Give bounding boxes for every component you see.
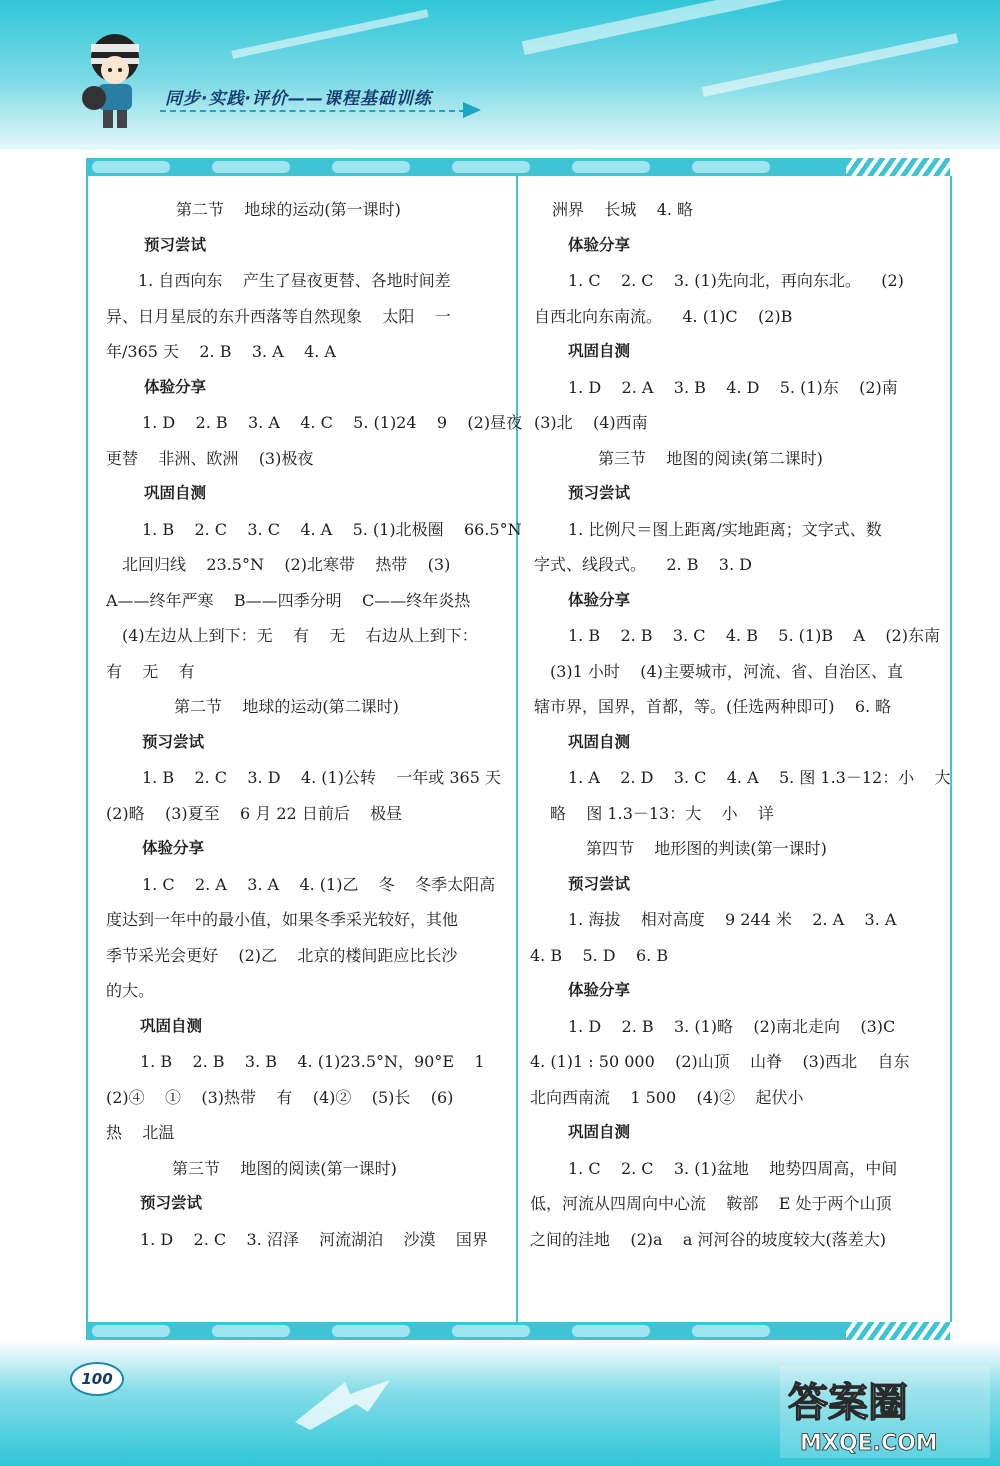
- subsection-heading: 体验分享: [142, 839, 205, 857]
- mascot-boy-icon: [70, 28, 160, 133]
- section-title: 第二节 地球的运动(第二课时): [174, 697, 399, 716]
- svg-text:MXQE.COM: MXQE.COM: [800, 1431, 938, 1456]
- answer-line: 1. D 2. B 3. A 4. C 5. (1)24 9 (2)昼夜: [142, 413, 523, 432]
- panel-bottom-strip: [86, 1322, 846, 1340]
- answer-line: 略 图 1.3－13：大 小 详: [550, 803, 774, 823]
- answer-line: 的大。: [106, 981, 155, 1000]
- answer-line: 洲界 长城 4. 略: [552, 200, 694, 219]
- section-title: 第三节 地图的阅读(第二课时): [598, 448, 823, 468]
- section-title: 第四节 地形图的判读(第一课时): [586, 839, 827, 858]
- subsection-heading: 巩固自测: [568, 1123, 631, 1141]
- answer-line: 1. B 2. B 3. B 4. (1)23.5°N，90°E 1: [140, 1052, 485, 1071]
- answer-line: 4. (1)1 : 50 000 (2)山顶 山脊 (3)西北 自东: [530, 1052, 910, 1071]
- answer-line: (2)④ ① (3)热带 有 (4)② (5)长 (6): [106, 1087, 454, 1107]
- subsection-heading: 巩固自测: [144, 484, 207, 502]
- answer-line: 1. D 2. B 3. (1)略 (2)南北走向 (3)C: [568, 1016, 896, 1036]
- column-divider: [516, 176, 518, 1322]
- answer-line: 4. B 5. D 6. B: [530, 945, 669, 965]
- answer-line: 北向西南流 1 500 (4)② 起伏小: [530, 1087, 804, 1107]
- arrow-right-icon: [463, 102, 481, 118]
- subsection-heading: 预习尝试: [140, 1194, 203, 1212]
- subsection-heading: 体验分享: [568, 981, 631, 999]
- answer-line: 年/365 天 2. B 3. A 4. A: [106, 342, 336, 361]
- watermark-logo: [780, 1366, 990, 1458]
- subsection-heading: 巩固自测: [568, 342, 631, 360]
- answer-line: 1. C 2. A 3. A 4. (1)乙 冬 冬季太阳高: [142, 874, 496, 894]
- panel-top-strip: [86, 158, 846, 176]
- answer-line: 自西北向东南流。 4. (1)C (2)B: [534, 306, 793, 326]
- answer-line: 1. B 2. C 3. C 4. A 5. (1)北极圈 66.5°N: [142, 519, 522, 539]
- answer-line: (2)略 (3)夏至 6 月 22 日前后 极昼: [106, 803, 403, 823]
- answer-line: 1. 自西向东 产生了昼夜更替、各地时间差: [138, 271, 451, 290]
- answer-line: (3)北 (4)西南: [534, 413, 648, 432]
- answer-line: A——终年严寒 B——四季分明 C——终年炎热: [106, 590, 471, 610]
- page-number: 100: [70, 1362, 124, 1396]
- subsection-heading: 体验分享: [144, 377, 207, 396]
- section-title: 第二节 地球的运动(第一课时): [176, 200, 401, 219]
- answer-line: 更替 非洲、欧洲 (3)极夜: [106, 448, 314, 468]
- answer-line: (4)左边从上到下：无 有 无 右边从上到下：: [122, 626, 478, 645]
- answer-line: (3)1 小时 (4)主要城市，河流、省、自治区、直: [550, 661, 903, 681]
- answer-line: 低，河流从四周向中心流 鞍部 E 处于两个山顶: [530, 1194, 892, 1213]
- series-title: 同步·实践·评价——课程基础训练: [165, 89, 432, 109]
- answer-line: 热 北温: [106, 1123, 175, 1142]
- answer-line: 季节采光会更好 (2)乙 北京的楼间距应比长沙: [106, 945, 458, 965]
- subsection-heading: 预习尝试: [142, 732, 205, 751]
- answer-line: 辖市界，国界，首都，等。(任选两种即可) 6. 略: [534, 697, 892, 716]
- subsection-heading: 巩固自测: [140, 1016, 203, 1035]
- answer-line: 之间的洼地 (2)a a 河河谷的坡度较大(落差大): [530, 1229, 887, 1249]
- answer-line: 1. C 2. C 3. (1)先向北，再向东北。 (2): [568, 271, 904, 290]
- decorative-arrow-icon: [290, 1372, 400, 1432]
- answer-line: 1. D 2. C 3. 沼泽 河流湖泊 沙漠 国界: [140, 1229, 488, 1249]
- answer-line: 1. C 2. C 3. (1)盆地 地势四周高，中间: [568, 1158, 898, 1178]
- answer-line: 字式、线段式。 2. B 3. D: [534, 555, 752, 574]
- svg-text:答案圈: 答案圈: [788, 1380, 908, 1426]
- right-answer-column: [530, 192, 951, 1257]
- answer-line: 有 无 有: [106, 661, 195, 681]
- answer-line: 1. A 2. D 3. C 4. A 5. 图 1.3－12：小 大: [568, 768, 951, 787]
- answer-line: 1. B 2. C 3. D 4. (1)公转 一年或 365 天: [142, 768, 501, 787]
- subsection-heading: 预习尝试: [568, 484, 631, 502]
- answer-line: 异、日月星辰的东升西落等自然现象 太阳 一: [106, 306, 451, 326]
- header-dashed-rule: [160, 110, 465, 112]
- panel-bottom-stripes: [846, 1322, 950, 1340]
- subsection-heading: 体验分享: [568, 590, 631, 609]
- answer-line: 度达到一年中的最小值，如果冬季采光较好，其他: [106, 910, 459, 929]
- subsection-heading: 预习尝试: [568, 874, 631, 893]
- subsection-heading: 体验分享: [568, 235, 631, 254]
- section-title: 第三节 地图的阅读(第一课时): [172, 1158, 397, 1178]
- answer-line: 北回归线 23.5°N (2)北寒带 热带 (3): [122, 555, 451, 574]
- answer-line: 1. B 2. B 3. C 4. B 5. (1)B A (2)东南: [568, 626, 940, 645]
- subsection-heading: 巩固自测: [568, 732, 631, 751]
- answer-line: 1. 海拔 相对高度 9 244 米 2. A 3. A: [568, 910, 897, 929]
- answer-line: 1. 比例尺＝图上距离/实地距离；文字式、数: [568, 519, 882, 539]
- panel-top-stripes: [846, 158, 950, 176]
- subsection-heading: 预习尝试: [144, 235, 207, 254]
- answer-line: 1. D 2. A 3. B 4. D 5. (1)东 (2)南: [568, 377, 898, 397]
- left-answer-column: [106, 192, 523, 1257]
